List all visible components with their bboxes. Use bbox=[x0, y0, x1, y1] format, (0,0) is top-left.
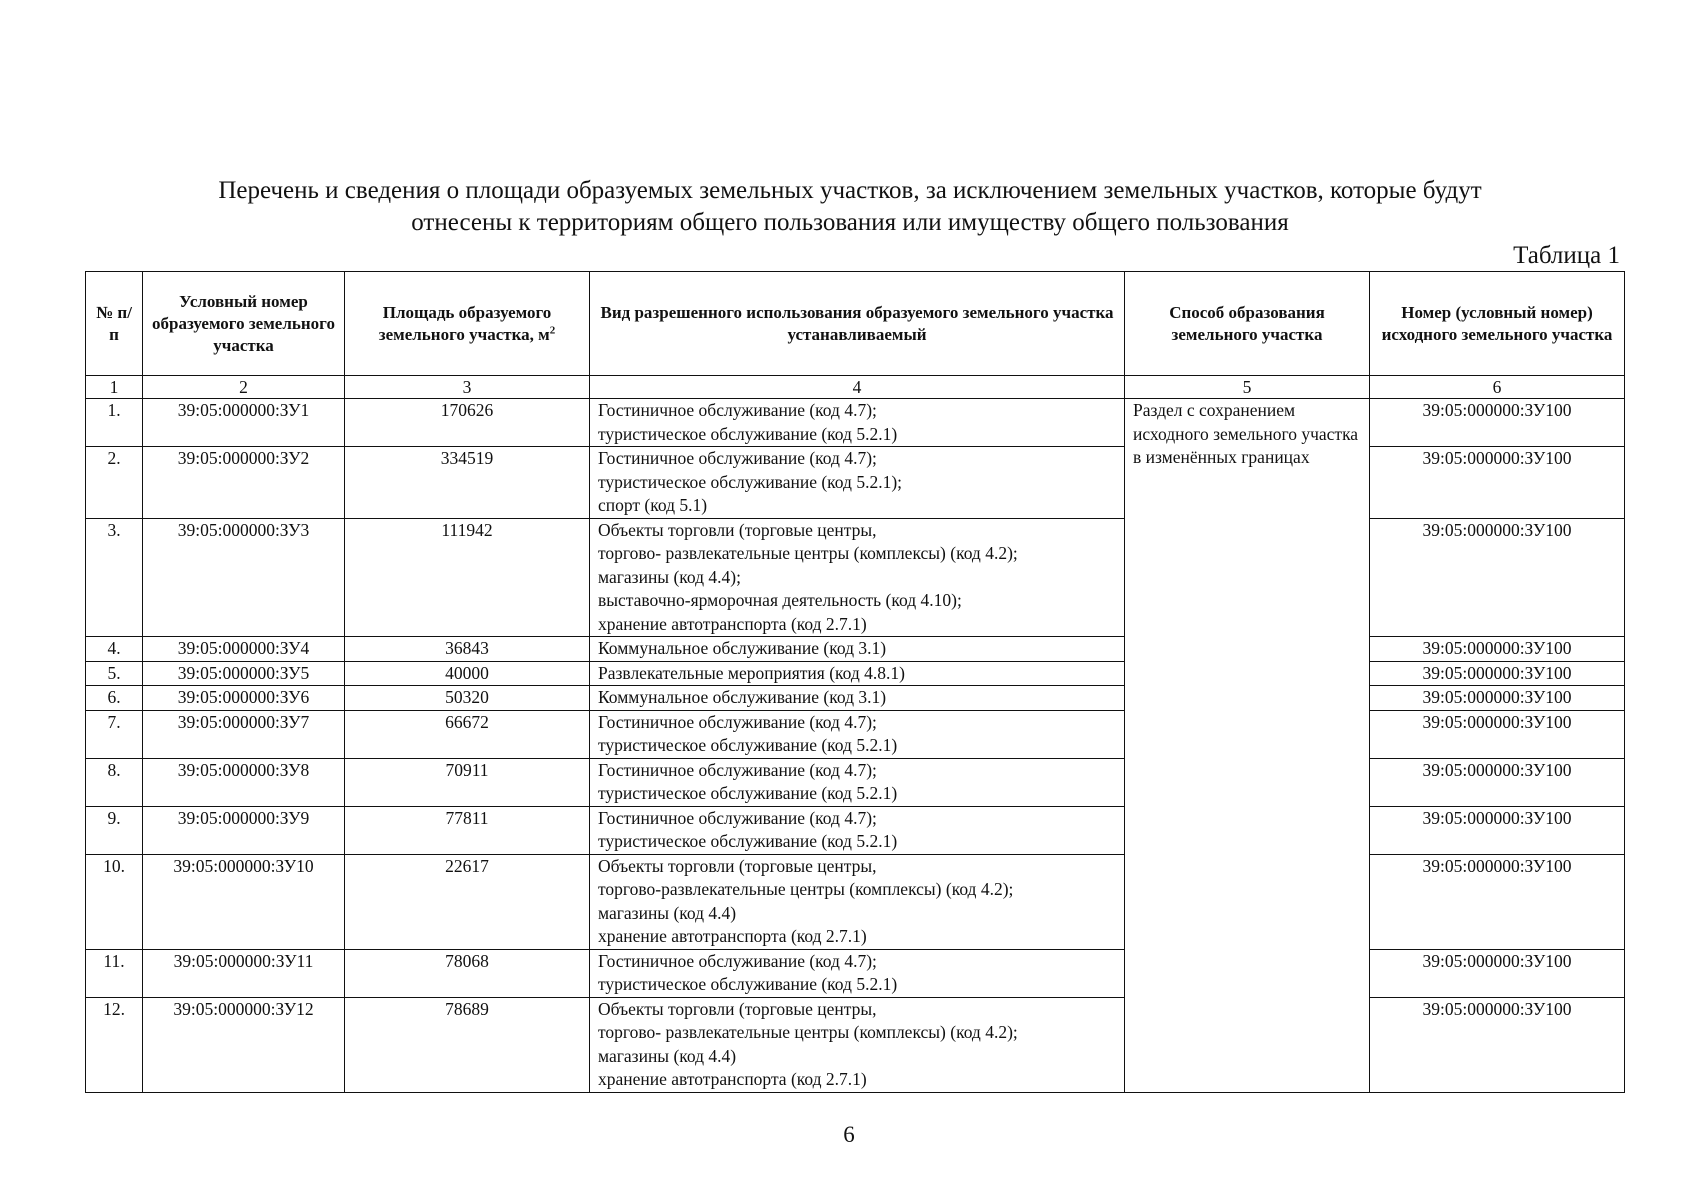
column-number: 1 bbox=[86, 376, 143, 399]
permitted-use-line: Объекты торговли (торговые центры, bbox=[598, 855, 877, 876]
plot-id: 39:05:000000:ЗУ5 bbox=[143, 661, 345, 686]
table-row bbox=[86, 949, 1625, 997]
plot-area: 78689 bbox=[345, 997, 590, 1092]
land-plots-table bbox=[85, 271, 1625, 1093]
plot-area: 70911 bbox=[345, 758, 590, 806]
header-permitted-use: Вид разрешенного использования образуемого земельного участка устанавливаемый bbox=[590, 272, 1125, 376]
source-plot-id: 39:05:000000:ЗУ100 bbox=[1370, 997, 1625, 1092]
column-number: 5 bbox=[1125, 376, 1370, 399]
permitted-use bbox=[590, 637, 1125, 662]
row-number: 3. bbox=[86, 518, 143, 637]
column-number: 4 bbox=[590, 376, 1125, 399]
row-number: 5. bbox=[86, 661, 143, 686]
header-area-text: Площадь образуемого земельного участка, м bbox=[378, 302, 552, 344]
plot-id: 39:05:000000:ЗУ4 bbox=[143, 637, 345, 662]
permitted-use-line: выставочно-ярморочная деятельность (код 4.10); bbox=[598, 590, 962, 610]
permitted-use-line: торгово-развлекательные центры (комплексы) (код 4.2); bbox=[598, 879, 1014, 899]
permitted-use-line: Гостиничное обслуживание (код 4.7); bbox=[598, 759, 877, 780]
source-plot-id: 39:05:000000:ЗУ100 bbox=[1370, 806, 1625, 854]
plot-area: 78068 bbox=[345, 949, 590, 997]
plot-id: 39:05:000000:ЗУ8 bbox=[143, 758, 345, 806]
row-number: 12. bbox=[86, 997, 143, 1092]
table-row bbox=[86, 661, 1625, 686]
document-title bbox=[120, 175, 1580, 239]
row-number: 9. bbox=[86, 806, 143, 854]
permitted-use bbox=[590, 710, 1125, 758]
permitted-use-line: Гостиничное обслуживание (код 4.7); bbox=[598, 400, 877, 420]
plot-area: 50320 bbox=[345, 686, 590, 711]
header-number: № п/п bbox=[86, 272, 143, 376]
plot-area: 334519 bbox=[345, 447, 590, 519]
table-row bbox=[86, 806, 1625, 854]
table-row bbox=[86, 637, 1625, 662]
page-number: 6 bbox=[843, 1122, 855, 1147]
permitted-use bbox=[590, 686, 1125, 711]
plot-id: 39:05:000000:ЗУ1 bbox=[143, 399, 345, 447]
permitted-use-line: туристическое обслуживание (код 5.2.1) bbox=[598, 831, 898, 851]
permitted-use-line: туристическое обслуживание (код 5.2.1) bbox=[598, 735, 898, 755]
table-row bbox=[86, 997, 1625, 1092]
row-number: 2. bbox=[86, 447, 143, 519]
table-row bbox=[86, 399, 1625, 447]
title-line-2: отнесены к территориям общего пользования или имуществу общего пользования bbox=[411, 209, 1289, 236]
permitted-use-line: магазины (код 4.4); bbox=[598, 566, 741, 587]
table-row bbox=[86, 758, 1625, 806]
permitted-use bbox=[590, 854, 1125, 949]
plot-id: 39:05:000000:ЗУ9 bbox=[143, 806, 345, 854]
plot-id: 39:05:000000:ЗУ12 bbox=[143, 997, 345, 1092]
plot-area: 77811 bbox=[345, 806, 590, 854]
permitted-use-line: Развлекательные мероприятия (код 4.8.1) bbox=[598, 662, 905, 683]
row-number: 7. bbox=[86, 710, 143, 758]
column-number-row bbox=[86, 376, 1625, 399]
table-body bbox=[86, 399, 1625, 1093]
header-source-plot: Номер (условный номер) исходного земельного участка bbox=[1370, 272, 1625, 376]
source-plot-id: 39:05:000000:ЗУ100 bbox=[1370, 710, 1625, 758]
plot-id: 39:05:000000:ЗУ11 bbox=[143, 949, 345, 997]
column-number: 3 bbox=[345, 376, 590, 399]
row-number: 1. bbox=[86, 399, 143, 447]
header-formation-method: Способ образования земельного участка bbox=[1125, 272, 1370, 376]
permitted-use-line: магазины (код 4.4) bbox=[598, 1045, 737, 1066]
plot-id: 39:05:000000:ЗУ3 bbox=[143, 518, 345, 637]
source-plot-id: 39:05:000000:ЗУ100 bbox=[1370, 661, 1625, 686]
table-label: Таблица 1 bbox=[1513, 242, 1620, 269]
row-number: 4. bbox=[86, 637, 143, 662]
table-row bbox=[86, 710, 1625, 758]
permitted-use-line: Коммунальное обслуживание (код 3.1) bbox=[598, 638, 887, 658]
table-row bbox=[86, 686, 1625, 711]
row-number: 10. bbox=[86, 854, 143, 949]
permitted-use-line: торгово- развлекательные центры (комплексы) (код 4.2); bbox=[598, 543, 1018, 563]
permitted-use bbox=[590, 518, 1125, 637]
plot-id: 39:05:000000:ЗУ10 bbox=[143, 854, 345, 949]
permitted-use bbox=[590, 758, 1125, 806]
permitted-use-line: туристическое обслуживание (код 5.2.1) bbox=[598, 423, 898, 444]
source-plot-id: 39:05:000000:ЗУ100 bbox=[1370, 518, 1625, 637]
source-plot-id: 39:05:000000:ЗУ100 bbox=[1370, 758, 1625, 806]
formation-method: Раздел с сохранением исходного земельного участка в изменённых границах bbox=[1125, 399, 1370, 1093]
permitted-use-line: Гостиничное обслуживание (код 4.7); bbox=[598, 807, 877, 828]
plot-id: 39:05:000000:ЗУ7 bbox=[143, 710, 345, 758]
permitted-use-line: хранение автотранспорта (код 2.7.1) bbox=[598, 1069, 867, 1089]
permitted-use bbox=[590, 447, 1125, 519]
header-plot-id: Условный номер образуемого земельного участка bbox=[143, 272, 345, 376]
permitted-use bbox=[590, 806, 1125, 854]
table-row bbox=[86, 518, 1625, 637]
column-number: 2 bbox=[143, 376, 345, 399]
permitted-use-line: туристическое обслуживание (код 5.2.1) bbox=[598, 783, 898, 803]
permitted-use-line: Гостиничное обслуживание (код 4.7); bbox=[598, 711, 877, 732]
column-number: 6 bbox=[1370, 376, 1625, 399]
permitted-use bbox=[590, 949, 1125, 997]
permitted-use-line: туристическое обслуживание (код 5.2.1); bbox=[598, 471, 903, 492]
table-row bbox=[86, 854, 1625, 949]
permitted-use-line: Объекты торговли (торговые центры, bbox=[598, 519, 877, 540]
permitted-use-line: хранение автотранспорта (код 2.7.1) bbox=[598, 613, 867, 634]
permitted-use-line: хранение автотранспорта (код 2.7.1) bbox=[598, 926, 867, 946]
source-plot-id: 39:05:000000:ЗУ100 bbox=[1370, 686, 1625, 711]
permitted-use-line: Коммунальное обслуживание (код 3.1) bbox=[598, 687, 887, 707]
title-line-1: Перечень и сведения о площади образуемых земельных участков, за исключением земельных участков, которые будут bbox=[218, 177, 1482, 204]
header-area-unit-sup: 2 bbox=[549, 323, 556, 336]
permitted-use-line: Гостиничное обслуживание (код 4.7); bbox=[598, 448, 877, 468]
table-row bbox=[86, 447, 1625, 519]
row-number: 8. bbox=[86, 758, 143, 806]
plot-area: 22617 bbox=[345, 854, 590, 949]
permitted-use bbox=[590, 997, 1125, 1092]
table-header-row bbox=[86, 272, 1625, 376]
row-number: 6. bbox=[86, 686, 143, 711]
permitted-use bbox=[590, 661, 1125, 686]
source-plot-id: 39:05:000000:ЗУ100 bbox=[1370, 854, 1625, 949]
plot-area: 170626 bbox=[345, 399, 590, 447]
plot-id: 39:05:000000:ЗУ2 bbox=[143, 447, 345, 519]
plot-area: 66672 bbox=[345, 710, 590, 758]
plot-area: 40000 bbox=[345, 661, 590, 686]
permitted-use-line: магазины (код 4.4) bbox=[598, 902, 737, 923]
header-area bbox=[345, 272, 590, 376]
source-plot-id: 39:05:000000:ЗУ100 bbox=[1370, 399, 1625, 447]
plot-area: 36843 bbox=[345, 637, 590, 662]
permitted-use-line: Гостиничное обслуживание (код 4.7); bbox=[598, 950, 877, 971]
permitted-use bbox=[590, 399, 1125, 447]
permitted-use-line: Объекты торговли (торговые центры, bbox=[598, 998, 877, 1019]
row-number: 11. bbox=[86, 949, 143, 997]
permitted-use-line: торгово- развлекательные центры (комплексы) (код 4.2); bbox=[598, 1022, 1018, 1042]
plot-area: 111942 bbox=[345, 518, 590, 637]
source-plot-id: 39:05:000000:ЗУ100 bbox=[1370, 447, 1625, 519]
source-plot-id: 39:05:000000:ЗУ100 bbox=[1370, 637, 1625, 662]
plot-id: 39:05:000000:ЗУ6 bbox=[143, 686, 345, 711]
permitted-use-line: спорт (код 5.1) bbox=[598, 495, 708, 515]
permitted-use-line: туристическое обслуживание (код 5.2.1) bbox=[598, 974, 898, 994]
source-plot-id: 39:05:000000:ЗУ100 bbox=[1370, 949, 1625, 997]
